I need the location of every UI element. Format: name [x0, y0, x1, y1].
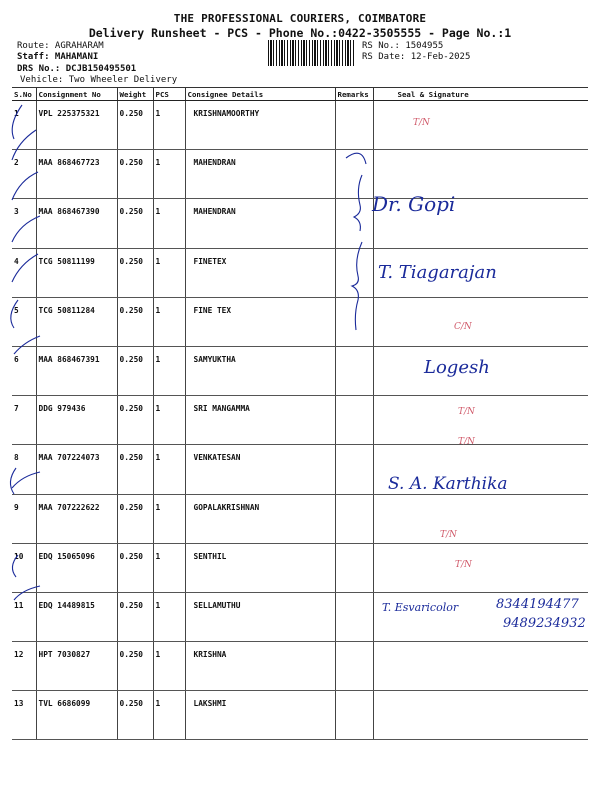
- consignee-cell: SELLAMUTHU: [185, 592, 335, 641]
- header-pcs: PCS: [153, 88, 185, 101]
- sno-cell: 4: [12, 248, 36, 297]
- consignee-cell: VENKATESAN: [185, 445, 335, 494]
- consignment-no-cell: DDG 979436: [36, 396, 117, 445]
- consignment-no-cell: MAA 868467723: [36, 150, 117, 199]
- seal-signature-cell: [373, 150, 588, 199]
- consignee-cell: SRI MANGAMMA: [185, 396, 335, 445]
- delivered-mark-row12: T/N: [455, 560, 472, 570]
- table-header-row: [12, 88, 588, 101]
- pcs-cell: 1: [153, 543, 185, 592]
- staff-label: Staff: MAHAMANI: [17, 52, 99, 62]
- consignment-no-cell: MAA 868467391: [36, 346, 117, 395]
- sno-cell: 7: [12, 396, 36, 445]
- signature-row7: Logesh: [424, 357, 490, 378]
- runsheet-table: [12, 87, 588, 740]
- pcs-cell: 1: [153, 199, 185, 248]
- runsheet-title: Delivery Runsheet - PCS - Phone No.:0422-3505555 - Page No.:1: [88, 26, 512, 40]
- table-row: [12, 297, 588, 346]
- pcs-cell: 1: [153, 101, 185, 150]
- remarks-cell: [335, 297, 373, 346]
- remarks-cell: [335, 691, 373, 740]
- pcs-cell: 1: [153, 445, 185, 494]
- table-row: [12, 346, 588, 395]
- consignment-no-cell: MAA 707224073: [36, 445, 117, 494]
- consignment-no-cell: TCG 50811199: [36, 248, 117, 297]
- table-row: [12, 248, 588, 297]
- pcs-cell: 1: [153, 248, 185, 297]
- header-sno: S.No: [12, 88, 36, 101]
- sno-cell: 5: [12, 297, 36, 346]
- sno-cell: 2: [12, 150, 36, 199]
- remarks-cell: [335, 592, 373, 641]
- signature-row13: T. Esvaricolor: [382, 601, 459, 614]
- remarks-cell: [335, 150, 373, 199]
- sno-cell: 6: [12, 346, 36, 395]
- sno-cell: 11: [12, 592, 36, 641]
- phone-number-1: 8344194477: [496, 597, 579, 612]
- delivered-mark-row9: T/N: [458, 437, 475, 447]
- seal-signature-cell: [373, 396, 588, 445]
- remark-row6: C/N: [454, 322, 472, 332]
- company-title: THE PROFESSIONAL COURIERS, COIMBATORE: [173, 12, 427, 25]
- delivered-mark-row1: T/N: [413, 118, 430, 128]
- header-seal-signature: Seal & Signature: [373, 88, 588, 101]
- consignee-cell: KRISHNAMOORTHY: [185, 101, 335, 150]
- signature-row3: Dr. Gopi: [372, 192, 456, 216]
- seal-signature-cell: [373, 642, 588, 691]
- delivered-mark-row8: T/N: [458, 407, 475, 417]
- delivered-mark-row11: T/N: [440, 530, 457, 540]
- header-consignment-no: Consignment No: [36, 88, 117, 101]
- table-row: [12, 150, 588, 199]
- pcs-cell: 1: [153, 150, 185, 199]
- sno-cell: 1: [12, 101, 36, 150]
- remarks-cell: [335, 642, 373, 691]
- remarks-cell: [335, 248, 373, 297]
- seal-signature-cell: [373, 494, 588, 543]
- signature-row5: T. Tiagarajan: [378, 262, 497, 283]
- weight-cell: 0.250: [117, 101, 153, 150]
- weight-cell: 0.250: [117, 150, 153, 199]
- remarks-cell: [335, 396, 373, 445]
- consignee-cell: SAMYUKTHA: [185, 346, 335, 395]
- consignee-cell: LAKSHMI: [185, 691, 335, 740]
- pcs-cell: 1: [153, 396, 185, 445]
- weight-cell: 0.250: [117, 396, 153, 445]
- consignment-no-cell: TVL 6686099: [36, 691, 117, 740]
- seal-signature-cell: [373, 101, 588, 150]
- weight-cell: 0.250: [117, 248, 153, 297]
- weight-cell: 0.250: [117, 346, 153, 395]
- consignee-cell: MAHENDRAN: [185, 150, 335, 199]
- seal-signature-cell: [373, 592, 588, 641]
- remarks-cell: [335, 101, 373, 150]
- seal-signature-cell: [373, 691, 588, 740]
- remarks-cell: [335, 445, 373, 494]
- route-label: Route: AGRAHARAM: [17, 41, 104, 51]
- weight-cell: 0.250: [117, 592, 153, 641]
- remarks-cell: [335, 199, 373, 248]
- table-row: [12, 691, 588, 740]
- consignment-no-cell: VPL 225375321: [36, 101, 117, 150]
- seal-signature-cell: [373, 346, 588, 395]
- weight-cell: 0.250: [117, 642, 153, 691]
- consignment-no-cell: TCG 50811284: [36, 297, 117, 346]
- seal-signature-cell: [373, 199, 588, 248]
- pcs-cell: 1: [153, 642, 185, 691]
- sno-cell: 8: [12, 445, 36, 494]
- remarks-cell: [335, 543, 373, 592]
- rs-number: RS No.: 1504955: [362, 41, 444, 51]
- consignment-no-cell: MAA 707222622: [36, 494, 117, 543]
- consignee-cell: MAHENDRAN: [185, 199, 335, 248]
- consignment-no-cell: EDQ 14489815: [36, 592, 117, 641]
- weight-cell: 0.250: [117, 494, 153, 543]
- table-row: [12, 642, 588, 691]
- weight-cell: 0.250: [117, 297, 153, 346]
- consignee-cell: FINETEX: [185, 248, 335, 297]
- pcs-cell: 1: [153, 346, 185, 395]
- weight-cell: 0.250: [117, 199, 153, 248]
- weight-cell: 0.250: [117, 691, 153, 740]
- rs-date: RS Date: 12-Feb-2025: [362, 52, 471, 62]
- remarks-cell: [335, 346, 373, 395]
- table-row: [12, 396, 588, 445]
- consignment-no-cell: MAA 868467390: [36, 199, 117, 248]
- seal-signature-cell: [373, 445, 588, 494]
- header-weight: Weight: [117, 88, 153, 101]
- weight-cell: 0.250: [117, 543, 153, 592]
- pcs-cell: 1: [153, 592, 185, 641]
- consignee-cell: FINE TEX: [185, 297, 335, 346]
- table-row: [12, 592, 588, 641]
- consignee-cell: SENTHIL: [185, 543, 335, 592]
- sno-cell: 3: [12, 199, 36, 248]
- pcs-cell: 1: [153, 691, 185, 740]
- sno-cell: 9: [12, 494, 36, 543]
- table-row: [12, 494, 588, 543]
- barcode: [268, 40, 356, 66]
- consignee-cell: KRISHNA: [185, 642, 335, 691]
- sno-cell: 12: [12, 642, 36, 691]
- consignment-no-cell: EDQ 15065096: [36, 543, 117, 592]
- sno-cell: 10: [12, 543, 36, 592]
- seal-signature-cell: [373, 543, 588, 592]
- table-row: [12, 101, 588, 150]
- seal-signature-cell: [373, 297, 588, 346]
- weight-cell: 0.250: [117, 445, 153, 494]
- consignment-no-cell: HPT 7030827: [36, 642, 117, 691]
- pcs-cell: 1: [153, 297, 185, 346]
- table-row: [12, 543, 588, 592]
- drs-number: DRS No.: DCJB150495501: [17, 64, 137, 74]
- signature-row10: S. A. Karthika: [388, 474, 508, 494]
- table-row: [12, 199, 588, 248]
- vehicle-label: Vehicle: Two Wheeler Delivery: [20, 75, 178, 85]
- phone-number-2: 9489234932: [503, 616, 586, 631]
- consignee-cell: GOPALAKRISHNAN: [185, 494, 335, 543]
- remarks-cell: [335, 494, 373, 543]
- sno-cell: 13: [12, 691, 36, 740]
- header-consignee-details: Consignee Details: [185, 88, 335, 101]
- seal-signature-cell: [373, 248, 588, 297]
- table-row: [12, 445, 588, 494]
- header-remarks: Remarks: [335, 88, 373, 101]
- pcs-cell: 1: [153, 494, 185, 543]
